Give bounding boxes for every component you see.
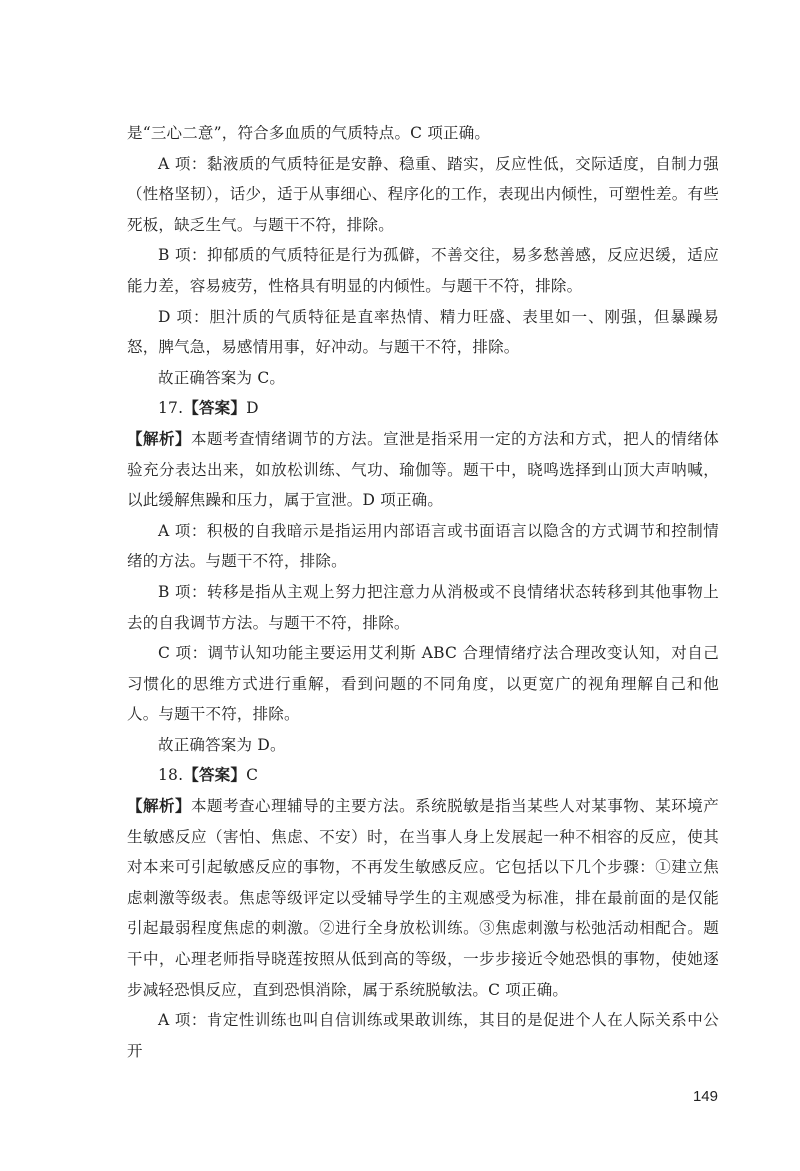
- paragraph-18-option-a: A 项：肯定性训练也叫自信训练或果敢训练，其目的是促进个人在人际关系中公开: [127, 1011, 719, 1060]
- paragraph-option-a-phlegmatic: A 项：黏液质的气质特征是安静、稳重、踏实，反应性低，交际适度，自制力强（性格坚韧），话少，适于从事细心、程序化的工作，表现出内倾性，可塑性差。有些死板，缺乏生气。与题干不符，排除。: [127, 154, 719, 234]
- paragraph-17-option-b: B 项：转移是指从主观上努力把注意力从消极或不良情绪状态转移到其他事物上去的自我调节方法。与题干不符，排除。: [127, 582, 719, 632]
- question-18-number: 18.: [158, 766, 184, 785]
- paragraph-option-b-melancholic: B 项：抑郁质的气质特征是行为孤僻，不善交往，易多愁善感，反应迟缓，适应能力差，容易疲劳，性格具有明显的内倾性。与题干不符，排除。: [127, 246, 719, 295]
- analysis-text: 本题考查心理辅导的主要方法。系统脱敏是指当某些人对某事物、某环境产生敏感反应（害怕、焦虑、不安）时，在当事人身上发展起一种不相容的反应，使其对本来可引起敏感反应的事物，不再发生敏感反应。它包括以下几个步骤：①建立焦虑刺激等级表。焦虑等级评定以受辅导学生的主观感受为标准，排在最前面的是仅能引起最弱程度焦虑的刺激。②进行全身放松训练。③焦虑刺激与松弛活动相配合。题干中，心理老师指导晓莲按照从低到高的等级，一步步接近令她恐惧的事物，使她逐步减轻恐惧反应，直到恐惧消除，属于系统脱敏法。C 项正确。: [127, 797, 719, 999]
- paragraph-continuation: 是“三心二意”，符合多血质的气质特点。C 项正确。: [127, 124, 491, 142]
- analysis-label: 【解析】: [127, 796, 192, 816]
- answer-label: 【答案】: [183, 765, 247, 785]
- paragraph-17-option-c: C 项：调节认知功能主要运用艾利斯 ABC 合理情绪疗法合理改变认知，对自己习惯化的思维方式进行重解，看到问题的不同角度，以更宽广的视角理解自己和他人。与题干不符，排除。: [127, 644, 719, 724]
- analysis-label: 【解析】: [127, 428, 192, 448]
- question-18-answer-line: [127, 760, 719, 791]
- paragraph-answer-c: 故正确答案为 C。: [158, 368, 286, 387]
- paragraph-17-option-a: A 项：积极的自我暗示是指运用内部语言或书面语言以隐含的方式调节和控制情绪的方法。与题干不符，排除。: [127, 521, 719, 571]
- question-18-analysis: [127, 791, 719, 1005]
- answer-label: 【答案】: [183, 398, 247, 418]
- question-17-number: 17.: [158, 399, 184, 418]
- question-18-answer: C: [246, 766, 259, 785]
- page-number: 149: [692, 1088, 718, 1105]
- question-17-answer: D: [246, 399, 259, 418]
- analysis-text: 本题考查情绪调节的方法。宣泄是指采用一定的方法和方式，把人的情绪体验充分表达出来，如放松训练、气功、瑜伽等。题干中，晓鸣选择到山顶大声呐喊，以此缓解焦躁和压力，属于宣泄。D 项正确。: [127, 429, 719, 510]
- paragraph-answer-d: 故正确答案为 D。: [158, 735, 286, 754]
- page-body: [127, 118, 719, 1066]
- paragraph-option-d-choleric: D 项：胆汁质的气质特征是直率热情、精力旺盛、表里如一、刚强，但暴躁易怒，脾气急，易感情用事，好冲动。与题干不符，排除。: [127, 307, 719, 357]
- question-17-analysis: [127, 424, 719, 516]
- question-17-answer-line: [127, 393, 719, 424]
